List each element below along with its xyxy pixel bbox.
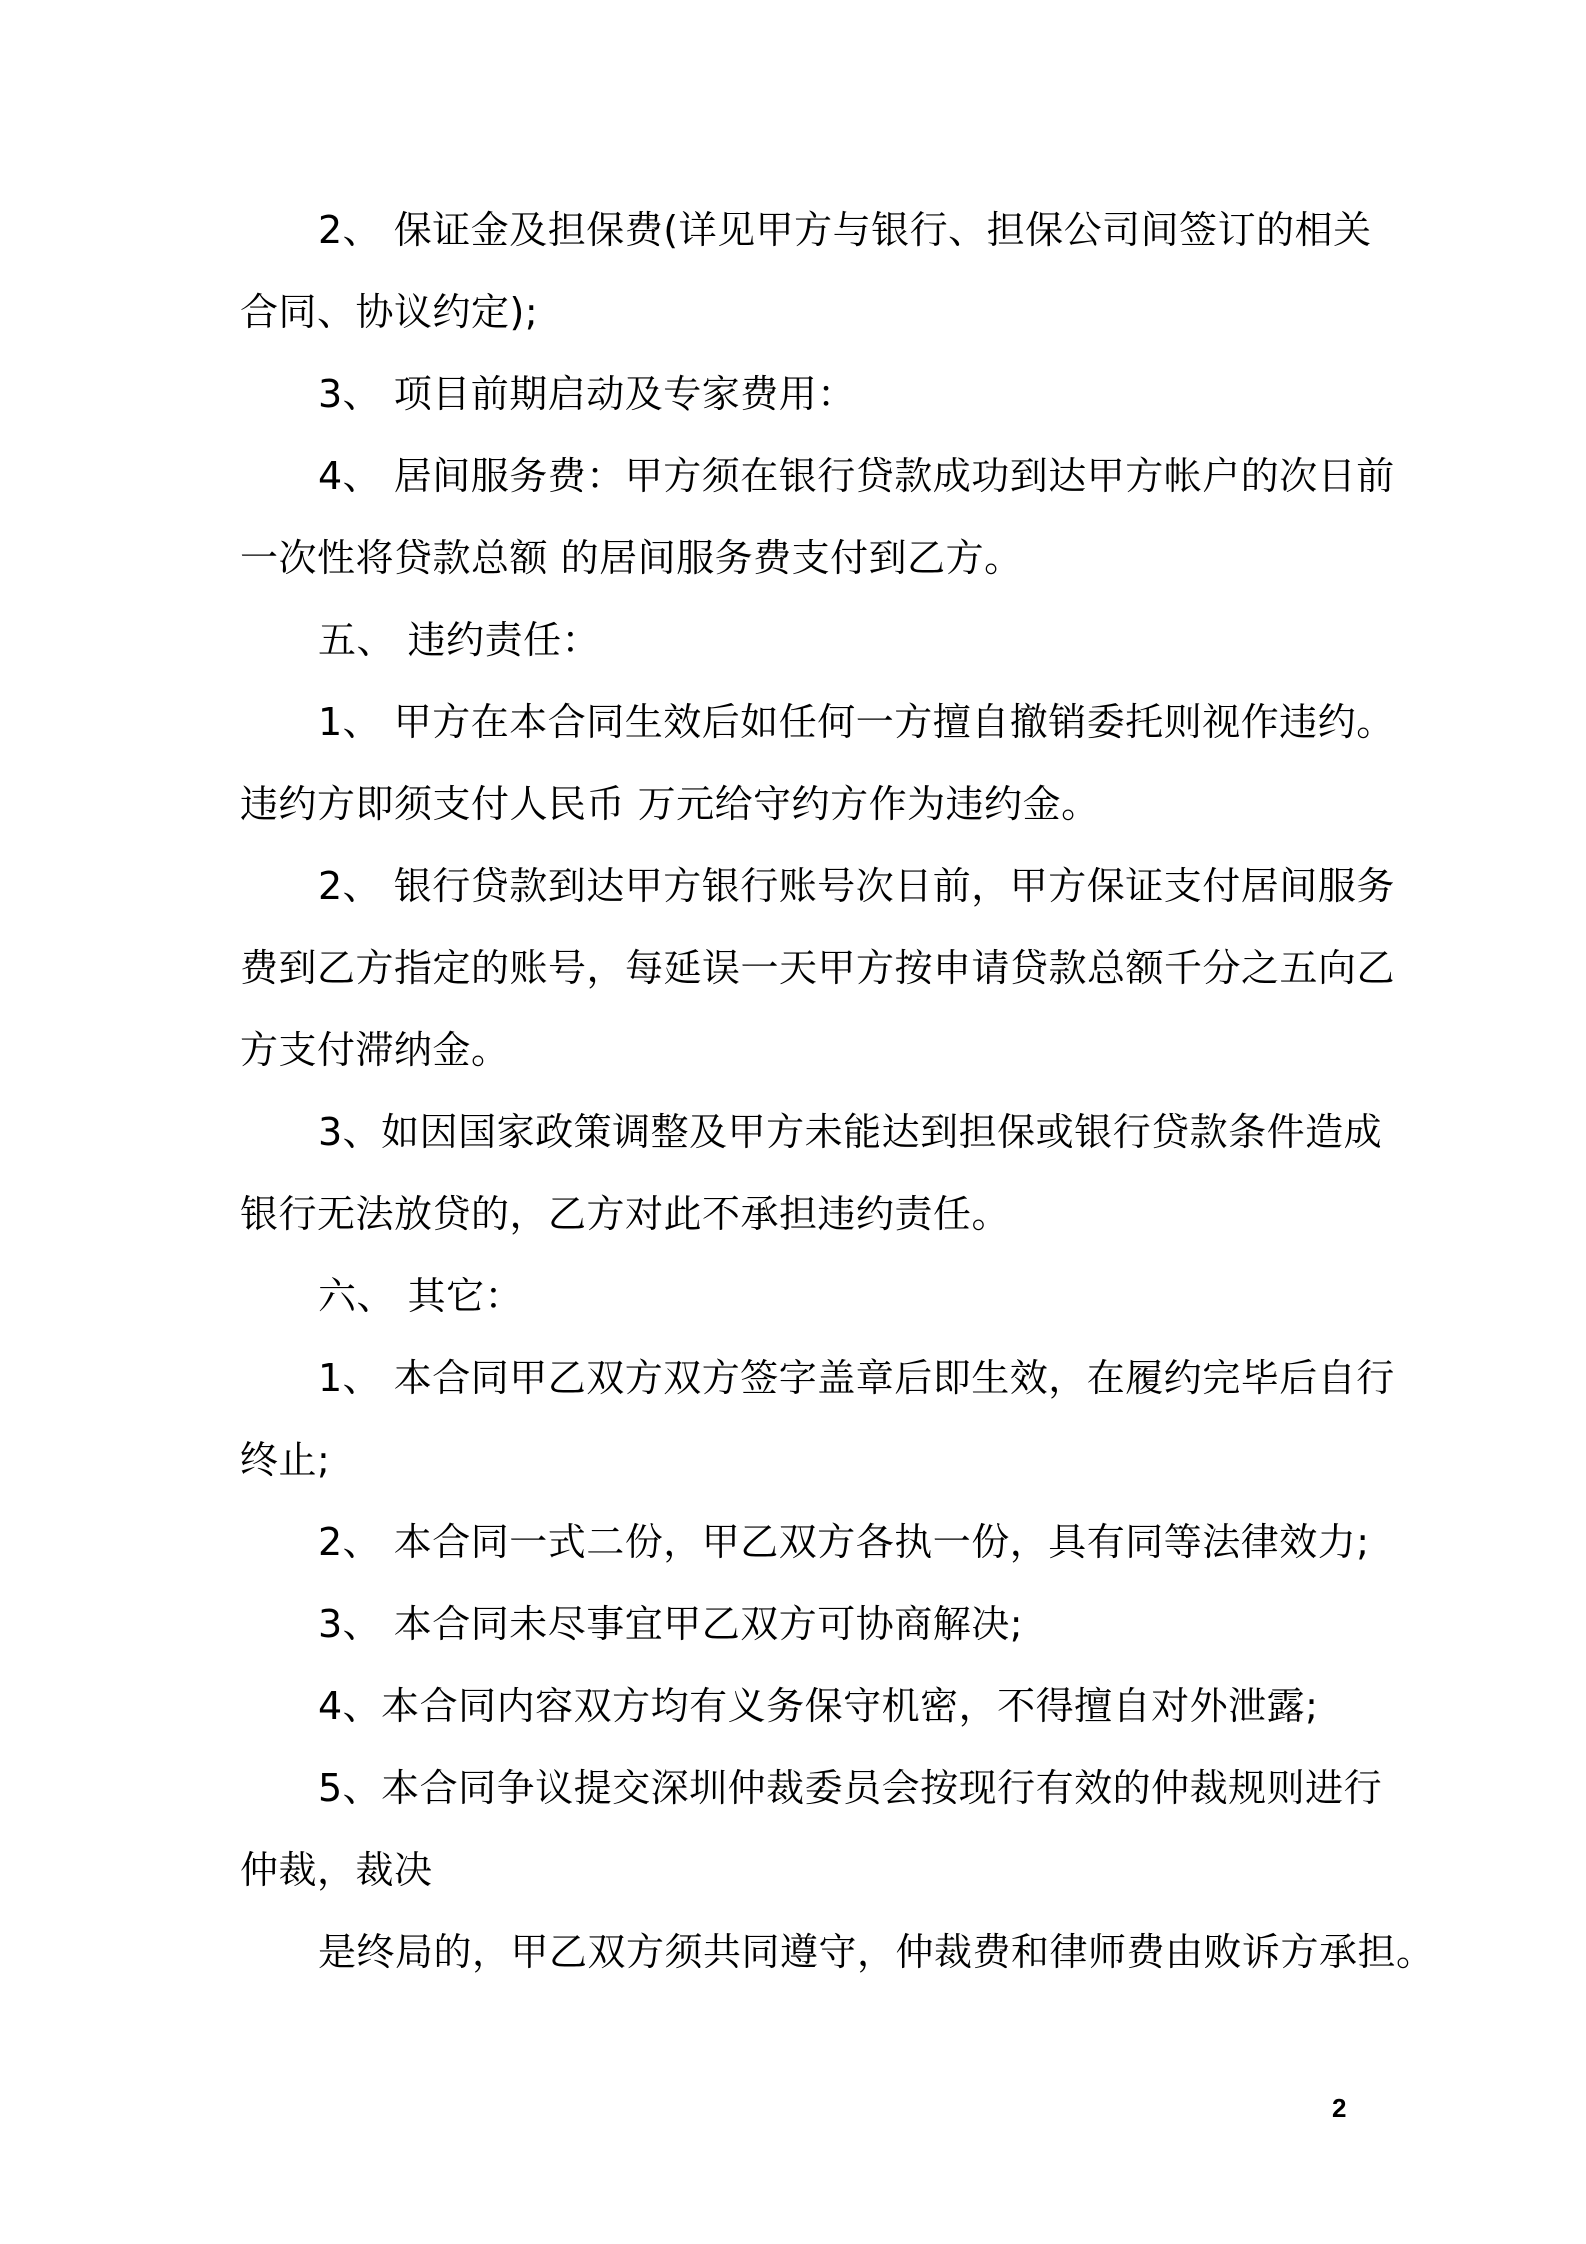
text-line-21: 仲裁，裁决	[240, 1848, 433, 1892]
text-line-19: 4、本合同内容双方均有义务保守机密，不得擅自对外泄露;	[318, 1684, 1319, 1728]
text-line-3: 3、 项目前期启动及专家费用：	[318, 372, 856, 416]
text-line-4: 4、 居间服务费：甲方须在银行贷款成功到达甲方帐户的次日前	[318, 454, 1395, 498]
text-line-9: 2、 银行贷款到达甲方银行账号次日前，甲方保证支付居间服务	[318, 864, 1395, 908]
section-heading-5: 五、 违约责任：	[318, 618, 601, 662]
text-line-5: 一次性将贷款总额 的居间服务费支付到乙方。	[240, 536, 1023, 580]
text-line-22: 是终局的，甲乙双方须共同遵守，仲裁费和律师费由败诉方承担。	[318, 1930, 1435, 1974]
text-line-2: 合同、协议约定);	[240, 290, 539, 334]
text-line-17: 2、 本合同一式二份，甲乙双方各执一份，具有同等法律效力;	[318, 1520, 1370, 1564]
text-line-8: 违约方即须支付人民币 万元给守约方作为违约金。	[240, 782, 1100, 826]
text-line-16: 终止;	[240, 1438, 331, 1482]
text-line-11: 方支付滞纳金。	[240, 1028, 510, 1072]
text-line-7: 1、 甲方在本合同生效后如任何一方擅自撤销委托则视作违约。	[318, 700, 1395, 744]
text-line-20: 5、本合同争议提交深圳仲裁委员会按现行有效的仲裁规则进行	[318, 1766, 1383, 1810]
page-number: 2	[1332, 2093, 1347, 2123]
text-line-18: 3、 本合同未尽事宜甲乙双方可协商解决;	[318, 1602, 1024, 1646]
text-line-1: 2、 保证金及担保费(详见甲方与银行、担保公司间签订的相关	[318, 208, 1372, 252]
text-line-12: 3、如因国家政策调整及甲方未能达到担保或银行贷款条件造成	[318, 1110, 1383, 1154]
section-heading-6: 六、 其它：	[318, 1274, 524, 1318]
text-line-15: 1、 本合同甲乙双方双方签字盖章后即生效，在履约完毕后自行	[318, 1356, 1395, 1400]
text-line-13: 银行无法放贷的，乙方对此不承担违约责任。	[240, 1192, 1011, 1236]
text-line-10: 费到乙方指定的账号，每延误一天甲方按申请贷款总额千分之五向乙	[240, 946, 1396, 990]
